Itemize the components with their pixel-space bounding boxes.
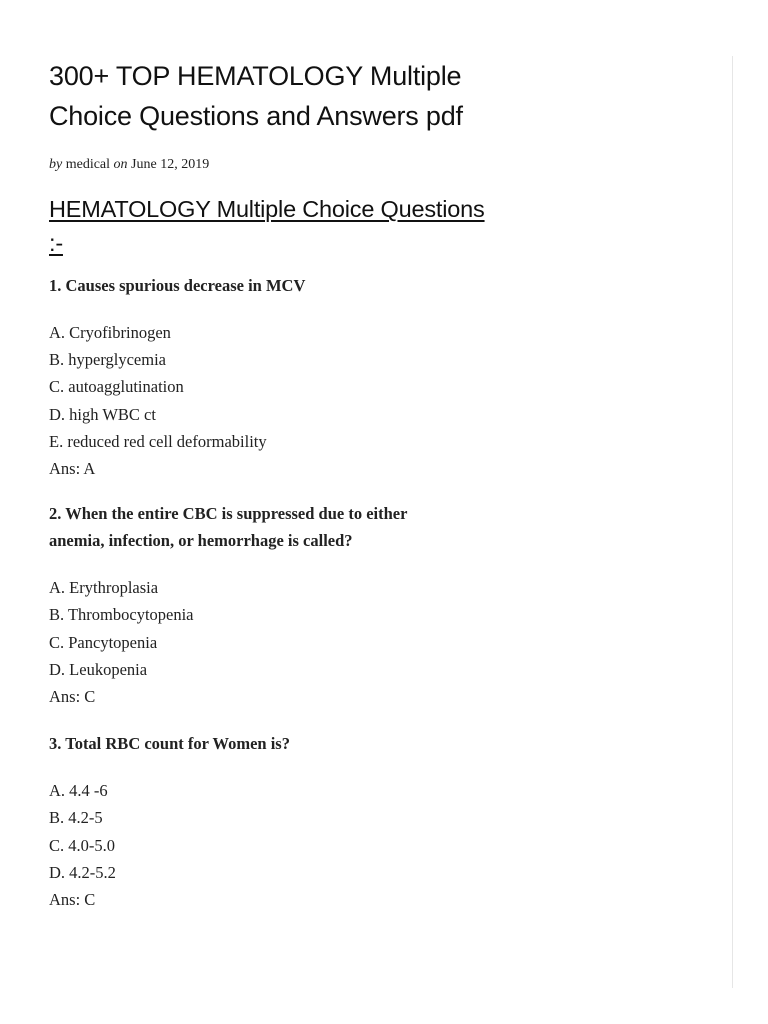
answer-text: Ans: C	[49, 687, 96, 707]
section-heading	[49, 192, 529, 260]
option-item: D. 4.2-5.2	[49, 862, 116, 882]
on-label: on	[113, 157, 128, 172]
option-item: E. reduced red cell deformability	[49, 431, 267, 451]
question-1	[49, 272, 529, 299]
question-1-options	[49, 319, 529, 482]
author-link[interactable]: medical	[65, 157, 111, 172]
article-meta	[49, 155, 529, 175]
option-item: C. 4.0-5.0	[49, 835, 115, 855]
section-heading-line-2: :-	[49, 230, 63, 256]
option-item: A. Erythroplasia	[49, 578, 159, 598]
option-item: D. Leukopenia	[49, 659, 148, 679]
question-2-options	[49, 574, 529, 710]
section-heading-line-1: HEMATOLOGY Multiple Choice Questions	[49, 196, 485, 222]
question-3-options	[49, 777, 529, 913]
option-item: A. Cryofibrinogen	[49, 323, 171, 342]
option-item: D. high WBC ct	[49, 404, 156, 424]
question-2	[49, 500, 529, 554]
option-item: C. autoagglutination	[49, 377, 184, 397]
option-item: B. Thrombocytopenia	[49, 605, 194, 625]
by-label: by	[49, 157, 63, 172]
option-item: C. Pancytopenia	[49, 632, 158, 652]
article	[49, 56, 529, 913]
question-2-text-line-2: anemia, infection, or hemorrhage is called?	[49, 531, 353, 551]
question-3	[49, 730, 529, 757]
question-1-text: 1. Causes spurious decrease in MCV	[49, 276, 306, 295]
option-item: B. 4.2-5	[49, 808, 103, 828]
article-title-line-2: Choice Questions and Answers pdf	[49, 101, 463, 131]
answer-text: Ans: A	[49, 459, 96, 479]
page-divider-line	[732, 56, 733, 988]
publish-date: June 12, 2019	[131, 157, 210, 172]
question-2-text-line-1: 2. When the entire CBC is suppressed due to either	[49, 504, 408, 524]
question-3-text: 3. Total RBC count for Women is?	[49, 734, 290, 754]
option-item: A. 4.4 -6	[49, 781, 108, 801]
answer-text: Ans: C	[49, 890, 96, 910]
option-item: B. hyperglycemia	[49, 350, 166, 370]
article-title	[49, 56, 529, 136]
article-title-line-1: 300+ TOP HEMATOLOGY Multiple	[49, 61, 462, 91]
